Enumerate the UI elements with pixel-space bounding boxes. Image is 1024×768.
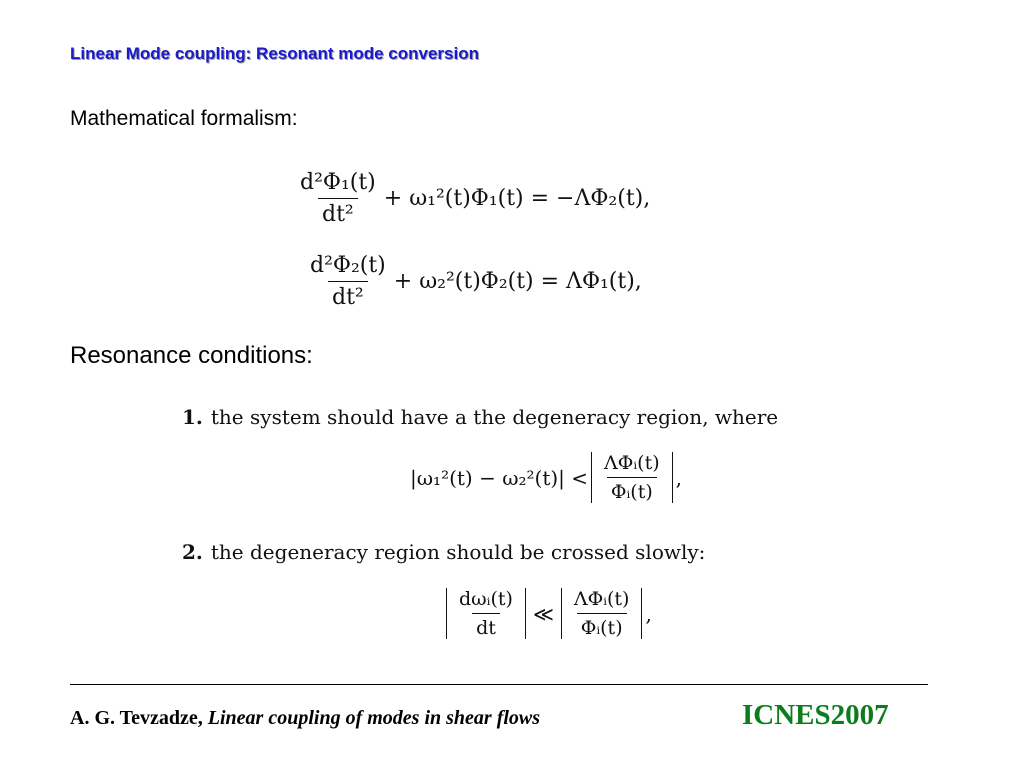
section-heading-formalism: Mathematical formalism: [70,107,298,130]
eq1-numerator: d²Φ₁(t) [300,170,376,195]
condition-1-lhs: |ω₁²(t) − ω₂²(t)| < [410,465,589,490]
condition-1-inequality [410,452,682,503]
condition-2-number: 2. [182,540,203,564]
condition-1-frac-den: Φᵢ(t) [607,477,657,503]
condition-2-operator: ≪ [532,601,554,626]
condition-1-abs [591,452,673,503]
eq1-denominator: dt² [318,198,358,227]
condition-2-inequality [443,588,652,639]
eq1-fraction [296,170,380,227]
condition-2-lfrac-den: dt [472,613,500,639]
condition-1-description: the system should have a the degeneracy region, where [210,405,779,429]
condition-2-left-abs [446,588,526,639]
footer-author: A. G. Tevzadze, [70,707,203,729]
eq2-numerator: d²Φ₂(t) [310,253,386,278]
condition-2-description: the degeneracy region should be crossed slowly: [210,540,706,564]
footer-citation [70,707,540,730]
condition-2-tail: , [645,601,652,626]
condition-2-left-fraction [455,588,517,639]
footer-divider [70,684,928,685]
condition-2-lfrac-num: dωᵢ(t) [459,588,513,610]
condition-2-right-abs [561,588,643,639]
equation-1 [292,170,650,227]
condition-1-number: 1. [182,405,203,429]
footer-paper-title: Linear coupling of modes in shear flows [207,707,541,729]
eq2-denominator: dt² [328,281,368,310]
eq2-rhs: + ω₂²(t)Φ₂(t) = ΛΦ₁(t), [393,269,642,294]
condition-1-frac-num: ΛΦᵢ(t) [604,452,660,474]
slide-title: Linear Mode coupling: Resonant mode conversion [70,44,479,63]
equation-2 [302,253,642,310]
condition-1-tail: , [675,465,682,490]
eq1-rhs: + ω₁²(t)Φ₁(t) = −ΛΦ₂(t), [383,186,651,211]
footer-conference: ICNES2007 [742,699,889,731]
condition-2-rfrac-den: Φᵢ(t) [577,613,627,639]
condition-2-text [182,540,705,564]
condition-2-rfrac-num: ΛΦᵢ(t) [573,588,630,610]
eq2-fraction [306,253,390,310]
condition-1-fraction [600,452,664,503]
condition-2-right-fraction [570,588,634,639]
section-heading-resonance: Resonance conditions: [70,342,313,369]
condition-1-text [182,405,778,429]
